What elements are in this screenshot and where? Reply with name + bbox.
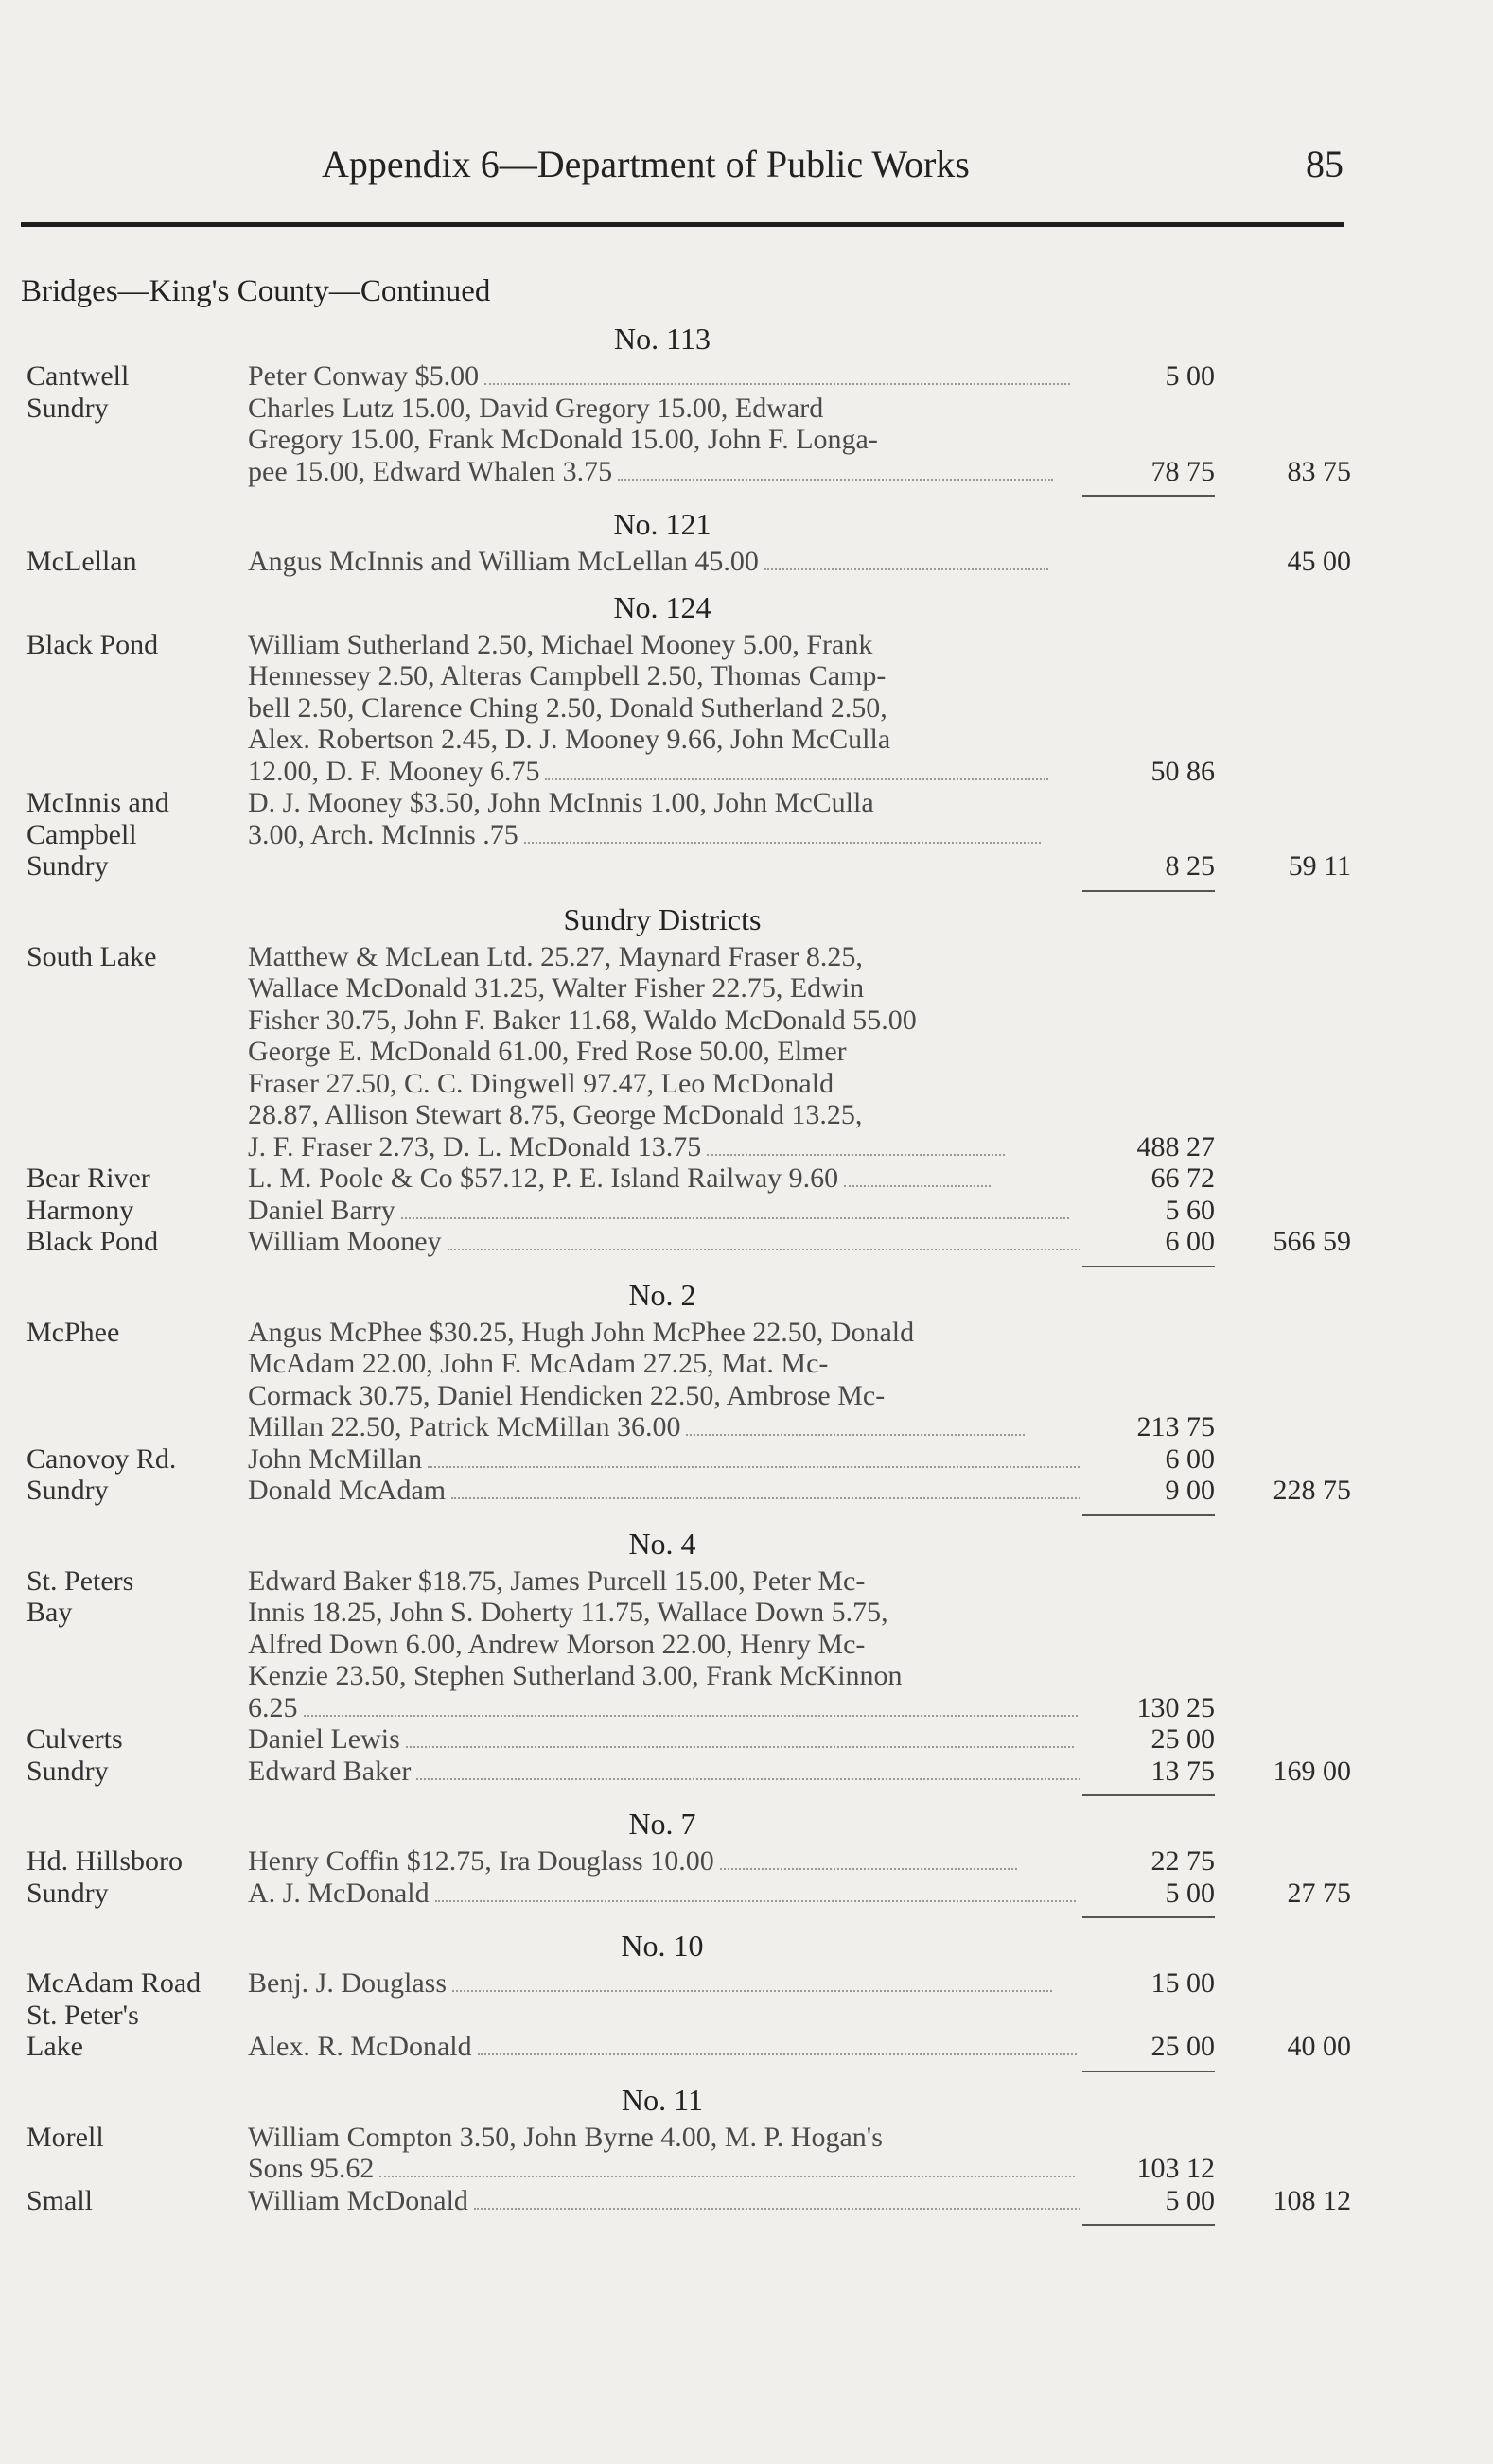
group-number: No. 2	[628, 1277, 696, 1312]
description-text: 6.25	[248, 1691, 298, 1723]
entry-description	[248, 1162, 1080, 1195]
subtotal-rule	[1082, 890, 1215, 892]
description-line	[248, 2153, 1080, 2185]
description-line	[248, 1692, 1080, 1724]
description-line	[248, 1317, 1080, 1349]
entry-location	[26, 1845, 244, 1878]
description-text: Millan 22.50, Patrick McMillan 36.00	[248, 1411, 681, 1442]
entry-amount: 66 72	[1150, 1162, 1215, 1194]
ledger-entry	[0, 2185, 1493, 2217]
location-line: Campbell	[26, 818, 137, 850]
description-line	[248, 660, 1080, 692]
description-text: 28.87, Allison Stewart 8.75, George McDonald 13.25,	[248, 1099, 863, 1130]
header-title: Appendix 6—Department of Public Works	[322, 143, 970, 185]
description-text: Innis 18.25, John S. Doherty 11.75, Wallace Down 5.75,	[248, 1597, 888, 1628]
description-text: Charles Lutz 15.00, David Gregory 15.00, Edward	[248, 392, 824, 424]
description-line	[248, 2031, 1080, 2063]
description-text: Alfred Down 6.00, Andrew Morson 22.00, Henry Mc-	[248, 1628, 866, 1660]
entry-location	[26, 1317, 244, 1349]
group-spacer	[0, 578, 1493, 585]
location-line: Sundry	[26, 392, 109, 424]
entry-location	[26, 1967, 244, 2000]
group-number: No. 124	[613, 589, 711, 624]
location-line: Lake	[26, 2031, 83, 2062]
description-text: Matthew & McLean Ltd. 25.27, Maynard Fraser 8.25,	[248, 940, 863, 972]
description-line	[248, 1629, 1080, 1661]
entry-amount: 6 00	[1165, 1226, 1215, 1257]
description-text: Sons 95.62	[248, 2153, 375, 2184]
subtotal-rule	[1082, 2071, 1215, 2072]
description-line	[248, 2000, 1080, 2032]
entry-location	[26, 1162, 244, 1195]
ledger-entry	[0, 1565, 1493, 1724]
group-number: No. 10	[621, 1929, 704, 1963]
description-text: Daniel Lewis	[248, 1723, 400, 1755]
description-line	[248, 692, 1080, 725]
description-line	[248, 819, 1080, 851]
location-line: Black Pond	[26, 628, 159, 660]
entry-location	[26, 1723, 244, 1756]
entry-location	[26, 1195, 244, 1227]
entry-location	[26, 1756, 244, 1788]
ledger-group	[0, 1802, 1493, 1918]
header-rule	[21, 222, 1344, 227]
description-text: pee 15.00, Edward Whalen 3.75	[248, 455, 613, 487]
ledger-group	[0, 898, 1493, 1267]
description-text: bell 2.50, Clarence Ching 2.50, Donald Sutherland 2.50,	[248, 691, 887, 724]
location-line: Sundry	[26, 1475, 109, 1506]
ledger-entry	[0, 941, 1493, 1163]
description-line	[248, 424, 1080, 456]
description-line	[248, 724, 1080, 756]
entry-description	[248, 546, 1080, 578]
location-line: Sundry	[26, 850, 109, 882]
location-line: South Lake	[26, 940, 157, 972]
entry-amount: 22 75	[1150, 1845, 1215, 1877]
location-line: Culverts	[26, 1723, 123, 1755]
description-line	[248, 360, 1080, 393]
dot-leader	[474, 2187, 1080, 2210]
entry-amount: 5 00	[1165, 360, 1215, 392]
ledger-group	[0, 1273, 1493, 1516]
ledger-entry	[0, 1226, 1493, 1258]
description-line	[248, 1195, 1080, 1227]
dot-leader	[304, 1694, 1081, 1717]
group-number: No. 113	[614, 322, 711, 356]
entry-description	[248, 1317, 1080, 1443]
description-line	[248, 1443, 1080, 1476]
ledger-entry	[0, 1878, 1493, 1910]
group-number: Sundry Districts	[563, 901, 762, 936]
ledger-group	[0, 2078, 1493, 2227]
description-text: George E. McDonald 61.00, Fred Rose 50.00, Elmer	[248, 1036, 847, 1067]
group-number: No. 11	[622, 2082, 703, 2117]
dot-leader	[452, 1969, 1052, 1992]
entry-description	[248, 1195, 1080, 1227]
description-text: Gregory 15.00, Frank McDonald 15.00, John F. Longa-	[248, 424, 878, 455]
description-line	[248, 941, 1080, 973]
description-text: Fraser 27.50, C. C. Dingwell 97.47, Leo McDonald	[248, 1067, 834, 1099]
description-text: Donald McAdam	[248, 1475, 447, 1506]
description-text: Henry Coffin $12.75, Ira Douglass 10.00	[248, 1845, 714, 1877]
entry-amount: 130 25	[1136, 1691, 1215, 1723]
entry-amount: 25 00	[1150, 2031, 1215, 2062]
entry-amount: 50 86	[1150, 755, 1215, 787]
running-header	[0, 142, 1493, 208]
location-line: McAdam Road	[26, 1967, 202, 1999]
location-line: Cantwell	[26, 360, 130, 392]
entry-description	[248, 1443, 1080, 1476]
dot-leader	[401, 1197, 1069, 1219]
dot-leader	[406, 1725, 1074, 1748]
entry-location	[26, 2185, 244, 2217]
entry-location	[26, 1565, 244, 1629]
description-line	[248, 2185, 1080, 2217]
ledger-entry	[0, 1317, 1493, 1443]
location-line: McInnis and	[26, 787, 169, 818]
dot-leader	[435, 1879, 1076, 1902]
entry-description	[248, 629, 1080, 788]
location-line: Hd. Hillsboro	[26, 1845, 183, 1877]
description-text: John McMillan	[248, 1442, 423, 1475]
description-text: William Mooney	[248, 1226, 442, 1257]
description-line	[248, 1131, 1080, 1163]
entry-location	[26, 546, 244, 578]
entry-amount: 103 12	[1136, 2153, 1215, 2184]
entry-amount: 13 75	[1150, 1755, 1215, 1787]
location-line: Black Pond	[26, 1226, 159, 1257]
entry-location	[26, 629, 244, 661]
entry-amount: 488 27	[1136, 1130, 1215, 1162]
entry-amount: 213 75	[1136, 1411, 1215, 1442]
description-line	[248, 1068, 1080, 1100]
location-line: St. Peter's	[26, 1999, 139, 2031]
entry-amount: 5 60	[1165, 1194, 1215, 1226]
description-line	[248, 546, 1080, 578]
ledger-group	[0, 585, 1493, 892]
entry-location	[26, 2000, 244, 2063]
group-number: No. 4	[628, 1526, 696, 1561]
description-line	[248, 1099, 1080, 1131]
subtotal-rule	[1082, 495, 1215, 497]
entry-description	[248, 2185, 1080, 2217]
group-number: No. 121	[613, 507, 711, 541]
description-text: William McDonald	[248, 2184, 468, 2216]
description-line	[248, 1723, 1080, 1756]
description-line	[248, 1475, 1080, 1507]
description-text: Benj. J. Douglass	[248, 1967, 447, 1999]
entry-amount: 5 00	[1165, 1877, 1215, 1909]
description-line	[248, 1162, 1080, 1195]
description-text: McAdam 22.00, John F. McAdam 27.25, Mat. Mc-	[248, 1348, 829, 1379]
entry-location	[26, 360, 244, 393]
description-line	[248, 1380, 1080, 1412]
description-line	[248, 1845, 1080, 1878]
entry-location	[26, 2122, 244, 2154]
location-line: Sundry	[26, 1877, 109, 1909]
description-line	[248, 393, 1080, 425]
section-title: Bridges—King's County—Continued	[21, 274, 491, 308]
entry-description	[248, 1723, 1080, 1756]
subtotal-rule	[1082, 1266, 1215, 1267]
ledger-group	[0, 1924, 1493, 2072]
description-line	[248, 787, 1080, 819]
subtotal-rule	[1082, 1916, 1215, 1918]
ledger-entry	[0, 1195, 1493, 1227]
dot-leader	[707, 1133, 1005, 1156]
dot-leader	[545, 758, 1048, 780]
description-text: Peter Conway $5.00	[248, 360, 480, 392]
ledger-entry	[0, 1967, 1493, 2000]
description-line	[248, 1597, 1080, 1629]
entry-description	[248, 2122, 1080, 2185]
location-line: Small	[26, 2184, 94, 2216]
entry-description	[248, 787, 1080, 850]
group-total: 169 00	[1273, 1755, 1351, 1787]
description-text: D. J. Mooney $3.50, John McInnis 1.00, John McCulla	[248, 787, 874, 818]
description-text: William Compton 3.50, John Byrne 4.00, M. P. Hogan's	[248, 2121, 883, 2153]
entry-description	[248, 1756, 1080, 1788]
entry-amount: 25 00	[1150, 1723, 1215, 1755]
page-number: 85	[1306, 143, 1344, 185]
entry-location	[26, 1443, 244, 1476]
description-text: Kenzie 23.50, Stephen Sutherland 3.00, Frank McKinnon	[248, 1660, 903, 1691]
group-total: 228 75	[1273, 1475, 1351, 1506]
dot-leader	[416, 1757, 1080, 1780]
ledger-group	[0, 1522, 1493, 1797]
location-line: McLellan	[26, 546, 137, 577]
group-total: 40 00	[1287, 2031, 1351, 2062]
ledger-entry	[0, 1723, 1493, 1756]
description-text: Alex. Robertson 2.45, D. J. Mooney 9.66, John McCulla	[248, 724, 891, 755]
dot-leader	[686, 1413, 1025, 1436]
description-text: Fisher 30.75, John F. Baker 11.68, Waldo McDonald 55.00	[248, 1004, 917, 1036]
dot-leader	[478, 2033, 1078, 2055]
group-total: 108 12	[1273, 2184, 1351, 2216]
entry-description	[248, 2000, 1080, 2063]
ledger-entry	[0, 1475, 1493, 1507]
group-total: 59 11	[1288, 850, 1351, 882]
description-text: William Sutherland 2.50, Michael Mooney 5.00, Frank	[248, 628, 873, 660]
description-line	[248, 1878, 1080, 1910]
description-text: Edward Baker $18.75, James Purcell 15.00, Peter Mc-	[248, 1564, 866, 1597]
entry-location	[26, 1878, 244, 1910]
description-text: Alex. R. McDonald	[248, 2031, 472, 2062]
dot-leader	[484, 362, 1070, 385]
ledger-entry	[0, 1162, 1493, 1195]
entry-description	[248, 1845, 1080, 1878]
subtotal-rule	[1082, 2224, 1215, 2226]
description-line	[248, 2122, 1080, 2154]
subtotal-rule	[1082, 1794, 1215, 1796]
entry-amount: 15 00	[1150, 1967, 1215, 1999]
description-text: Edward Baker	[248, 1755, 412, 1787]
description-line	[248, 1565, 1080, 1598]
location-line: Bear River	[26, 1162, 150, 1194]
entry-location	[26, 393, 244, 425]
description-line	[248, 1348, 1080, 1380]
group-total: 566 59	[1273, 1226, 1351, 1257]
ledger-entry	[0, 393, 1493, 488]
dot-leader	[764, 548, 1048, 570]
description-line	[248, 1411, 1080, 1443]
description-text: 3.00, Arch. McInnis .75	[248, 818, 518, 850]
entry-description	[248, 1565, 1080, 1724]
entry-location	[26, 1475, 244, 1507]
description-text: Angus McPhee $30.25, Hugh John McPhee 22.50, Donald	[248, 1316, 915, 1348]
ledger-entry	[0, 2000, 1493, 2063]
group-number: No. 7	[628, 1807, 696, 1841]
entry-amount: 6 00	[1165, 1442, 1215, 1475]
location-line: Bay	[26, 1597, 73, 1628]
description-line	[248, 756, 1080, 788]
description-text: L. M. Poole & Co $57.12, P. E. Island Railway 9.60	[248, 1162, 839, 1194]
description-text: Cormack 30.75, Daniel Hendicken 22.50, Ambrose Mc-	[248, 1379, 886, 1411]
ledger-entry	[0, 1845, 1493, 1878]
description-line	[248, 1660, 1080, 1692]
entry-amount: 78 75	[1150, 455, 1215, 487]
ledger-group	[0, 317, 1493, 497]
description-line	[248, 1226, 1080, 1258]
entry-description	[248, 1226, 1080, 1258]
ledger-entry	[0, 546, 1493, 578]
group-total: 45 00	[1287, 546, 1351, 577]
ledger-entry	[0, 360, 1493, 393]
ledger-entry	[0, 1443, 1493, 1476]
location-line: Harmony	[26, 1194, 134, 1226]
entry-description	[248, 1878, 1080, 1910]
entry-location	[26, 1226, 244, 1258]
ledger-body	[0, 317, 1493, 2231]
dot-leader	[379, 2155, 1075, 2177]
entry-description	[248, 941, 1080, 1163]
description-text: Angus McInnis and William McLellan 45.00	[248, 546, 759, 577]
entry-location	[26, 941, 244, 973]
dot-leader	[720, 1847, 1018, 1870]
ledger-entry	[0, 1756, 1493, 1788]
description-text: 12.00, D. F. Mooney 6.75	[248, 755, 540, 787]
dot-leader	[448, 1228, 1080, 1250]
dot-leader	[524, 821, 1042, 844]
dot-leader	[428, 1445, 1080, 1468]
location-line: Sundry	[26, 1755, 109, 1787]
subtotal-rule	[1082, 1514, 1215, 1516]
ledger-entry	[0, 787, 1493, 882]
description-line	[248, 1756, 1080, 1788]
description-text: J. F. Fraser 2.73, D. L. McDonald 13.75	[248, 1130, 702, 1162]
group-total: 83 75	[1287, 455, 1351, 487]
description-line	[248, 1005, 1080, 1037]
description-line	[248, 456, 1080, 488]
description-text: Hennessey 2.50, Alteras Campbell 2.50, Thomas Camp-	[248, 660, 887, 691]
entry-amount: 5 00	[1165, 2184, 1215, 2216]
entry-description	[248, 360, 1080, 393]
entry-amount: 8 25	[1165, 850, 1215, 882]
description-line	[248, 1967, 1080, 2000]
entry-location	[26, 787, 244, 882]
description-text: Daniel Barry	[248, 1194, 395, 1226]
ledger-entry	[0, 629, 1493, 788]
location-line: McPhee	[26, 1316, 120, 1348]
description-line	[248, 1036, 1080, 1068]
ledger-entry	[0, 2122, 1493, 2185]
entry-description	[248, 1475, 1080, 1507]
location-line: St. Peters	[26, 1564, 134, 1597]
location-line: Morell	[26, 2121, 104, 2153]
location-line: Canovoy Rd.	[26, 1442, 177, 1475]
description-text: A. J. McDonald	[248, 1877, 430, 1909]
group-total: 27 75	[1287, 1877, 1351, 1909]
dot-leader	[451, 1477, 1080, 1499]
description-line	[248, 629, 1080, 661]
description-line	[248, 972, 1080, 1005]
entry-description	[248, 393, 1080, 488]
description-text: Wallace McDonald 31.25, Walter Fisher 22.75, Edwin	[248, 972, 865, 1004]
dot-leader	[618, 458, 1053, 481]
entry-amount: 9 00	[1165, 1475, 1215, 1506]
ledger-group	[0, 502, 1493, 585]
entry-description	[248, 1967, 1080, 2000]
dot-leader	[844, 1164, 991, 1187]
